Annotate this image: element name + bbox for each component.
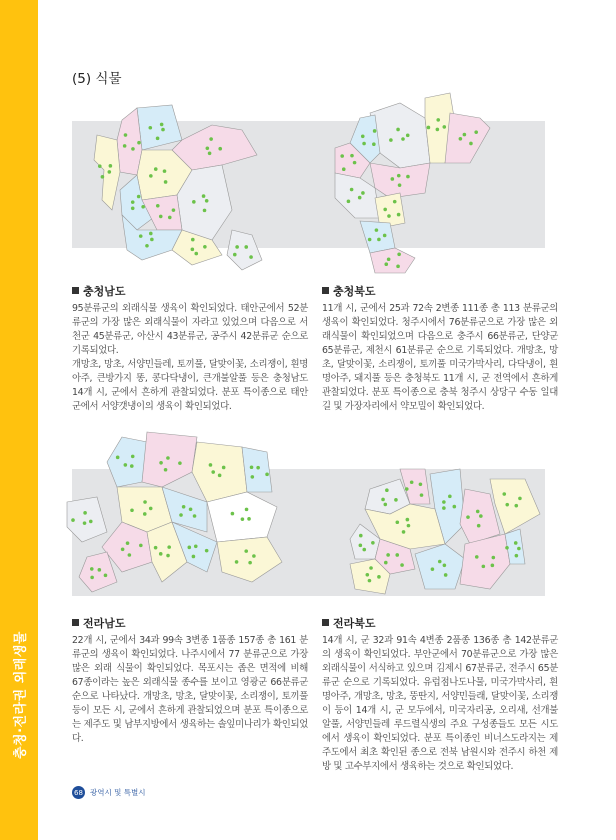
survey-point-marker bbox=[130, 508, 134, 512]
survey-point-marker bbox=[83, 511, 87, 515]
survey-point-marker bbox=[139, 544, 143, 548]
survey-point-marker bbox=[233, 253, 237, 257]
survey-point-marker bbox=[394, 498, 398, 502]
survey-point-marker bbox=[202, 194, 206, 198]
survey-point-marker bbox=[189, 508, 193, 512]
survey-point-marker bbox=[98, 568, 102, 572]
region-heading: 충청남도 bbox=[83, 285, 126, 298]
survey-point-marker bbox=[211, 470, 215, 474]
survey-point-marker bbox=[123, 144, 127, 148]
map-region bbox=[415, 544, 465, 589]
survey-point-marker bbox=[387, 214, 391, 218]
survey-point-marker bbox=[209, 463, 213, 467]
survey-point-marker bbox=[347, 200, 351, 204]
survey-point-marker bbox=[420, 493, 424, 497]
survey-point-marker bbox=[244, 549, 248, 553]
survey-point-marker bbox=[405, 487, 409, 491]
survey-point-marker bbox=[438, 560, 442, 564]
survey-point-marker bbox=[442, 506, 446, 510]
chapter-side-tab bbox=[0, 0, 38, 840]
survey-point-marker bbox=[167, 545, 171, 549]
survey-point-marker bbox=[350, 188, 354, 192]
map-region bbox=[107, 437, 147, 487]
survey-point-marker bbox=[156, 204, 160, 208]
map-region bbox=[370, 103, 430, 168]
survey-point-marker bbox=[205, 549, 209, 553]
survey-point-marker bbox=[410, 480, 414, 484]
map-chungbuk bbox=[330, 93, 500, 273]
survey-point-marker bbox=[172, 208, 176, 212]
survey-point-marker bbox=[482, 565, 486, 569]
survey-point-marker bbox=[442, 125, 446, 129]
survey-point-marker bbox=[366, 573, 370, 577]
survey-point-marker bbox=[396, 128, 400, 132]
page-footer bbox=[72, 786, 145, 799]
survey-point-marker bbox=[517, 547, 521, 551]
survey-point-marker bbox=[71, 518, 75, 522]
survey-point-marker bbox=[109, 164, 113, 168]
survey-point-marker bbox=[381, 498, 385, 502]
map-jeonbuk bbox=[340, 464, 550, 594]
survey-point-marker bbox=[384, 561, 388, 565]
survey-point-marker bbox=[477, 524, 481, 528]
survey-point-marker bbox=[397, 252, 401, 256]
survey-point-marker bbox=[389, 138, 393, 142]
survey-point-marker bbox=[250, 465, 254, 469]
survey-point-marker bbox=[108, 170, 112, 174]
bullet-square-icon bbox=[322, 619, 329, 626]
survey-point-marker bbox=[368, 238, 372, 242]
survey-point-marker bbox=[235, 560, 239, 564]
page-number: 68 bbox=[72, 786, 85, 799]
survey-point-marker bbox=[475, 555, 479, 559]
map-region bbox=[460, 534, 510, 589]
survey-point-marker bbox=[369, 566, 373, 570]
map-region bbox=[217, 537, 282, 582]
survey-point-marker bbox=[362, 548, 366, 552]
bullet-square-icon bbox=[322, 287, 329, 294]
survey-point-marker bbox=[179, 513, 183, 517]
survey-point-marker bbox=[340, 154, 344, 158]
survey-point-marker bbox=[518, 497, 522, 501]
survey-point-marker bbox=[427, 126, 431, 130]
survey-point-marker bbox=[373, 129, 377, 133]
map-region bbox=[227, 230, 262, 270]
map-region bbox=[445, 113, 490, 163]
map-region bbox=[370, 248, 415, 273]
survey-point-marker bbox=[83, 521, 87, 525]
survey-point-marker bbox=[463, 133, 467, 137]
survey-point-marker bbox=[383, 208, 387, 212]
survey-point-marker bbox=[116, 456, 120, 460]
survey-point-marker bbox=[131, 147, 135, 151]
survey-point-marker bbox=[474, 130, 478, 134]
survey-point-marker bbox=[375, 228, 379, 232]
survey-point-marker bbox=[90, 567, 94, 571]
survey-point-marker bbox=[359, 544, 363, 548]
survey-point-marker bbox=[397, 174, 401, 178]
survey-point-marker bbox=[393, 200, 397, 204]
region-heading: 충청북도 bbox=[333, 285, 376, 298]
survey-point-marker bbox=[383, 234, 387, 238]
survey-point-marker bbox=[205, 199, 209, 203]
survey-point-marker bbox=[436, 118, 440, 122]
survey-point-marker bbox=[164, 468, 168, 472]
survey-point-marker bbox=[192, 555, 196, 559]
survey-point-marker bbox=[218, 147, 222, 151]
survey-point-marker bbox=[98, 164, 102, 168]
map-jeonnam bbox=[67, 432, 307, 602]
survey-point-marker bbox=[131, 200, 135, 204]
survey-point-marker bbox=[245, 508, 249, 512]
map-region bbox=[207, 492, 277, 542]
bullet-square-icon bbox=[72, 619, 79, 626]
survey-point-marker bbox=[431, 567, 435, 571]
survey-point-marker bbox=[168, 216, 172, 220]
survey-point-marker bbox=[406, 175, 410, 179]
survey-point-marker bbox=[350, 154, 354, 158]
survey-point-marker bbox=[191, 238, 195, 242]
survey-point-marker bbox=[419, 482, 423, 486]
survey-point-marker bbox=[131, 206, 135, 210]
survey-point-marker bbox=[137, 141, 141, 145]
survey-point-marker bbox=[372, 142, 376, 146]
survey-point-marker bbox=[385, 488, 389, 492]
survey-point-marker bbox=[466, 515, 470, 519]
survey-point-marker bbox=[371, 541, 375, 545]
survey-point-marker bbox=[128, 553, 132, 557]
survey-point-marker bbox=[124, 463, 128, 467]
survey-point-marker bbox=[479, 514, 483, 518]
survey-point-marker bbox=[342, 167, 346, 171]
survey-point-marker bbox=[159, 461, 163, 465]
survey-point-marker bbox=[121, 548, 125, 552]
survey-point-marker bbox=[178, 461, 182, 465]
region-heading: 전라북도 bbox=[333, 617, 376, 630]
survey-point-marker bbox=[156, 137, 160, 141]
survey-point-marker bbox=[256, 466, 260, 470]
survey-point-marker bbox=[406, 134, 410, 138]
survey-point-marker bbox=[491, 564, 495, 568]
survey-point-marker bbox=[124, 133, 128, 137]
survey-point-marker bbox=[191, 248, 195, 252]
region-paragraph: 개망초, 망초, 서양민들레, 토끼풀, 달맞이꽃, 소리쟁이, 흰명아주, 큰방가지 똥, 콩다닥냉이, 큰개불알풀 등은 충청남도 14개 시, 군에서 흔하게 관찰되었다. 분포 특이종으로 태안군에서 서양갯냉이의 생육이 확인되었다. bbox=[72, 359, 308, 412]
survey-point-marker bbox=[406, 518, 410, 522]
survey-point-marker bbox=[361, 134, 365, 138]
survey-point-marker bbox=[514, 504, 518, 508]
survey-point-marker bbox=[252, 554, 256, 558]
survey-point-marker bbox=[361, 191, 365, 195]
survey-point-marker bbox=[139, 234, 143, 238]
survey-point-marker bbox=[145, 244, 149, 248]
survey-point-marker bbox=[443, 563, 447, 567]
survey-point-marker bbox=[395, 553, 399, 557]
survey-point-marker bbox=[160, 123, 164, 127]
survey-point-marker bbox=[161, 128, 165, 132]
survey-point-marker bbox=[235, 245, 239, 249]
map-region bbox=[142, 432, 197, 487]
survey-point-marker bbox=[143, 512, 147, 516]
survey-point-marker bbox=[101, 175, 105, 179]
survey-point-marker bbox=[515, 554, 519, 558]
survey-point-marker bbox=[137, 195, 141, 199]
survey-point-marker bbox=[362, 142, 366, 146]
survey-point-marker bbox=[166, 456, 170, 460]
map-chungnam bbox=[82, 100, 282, 270]
survey-point-marker bbox=[194, 545, 198, 549]
map-region bbox=[242, 447, 272, 492]
survey-point-marker bbox=[159, 215, 163, 219]
survey-point-marker bbox=[209, 137, 213, 141]
survey-point-marker bbox=[265, 473, 269, 477]
survey-point-marker bbox=[444, 573, 448, 577]
region-chungnam bbox=[72, 283, 308, 414]
survey-point-marker bbox=[377, 575, 381, 579]
survey-point-marker bbox=[442, 500, 446, 504]
survey-point-marker bbox=[182, 505, 186, 509]
map-region bbox=[142, 195, 182, 230]
survey-point-marker bbox=[505, 546, 509, 550]
survey-point-marker bbox=[104, 574, 108, 578]
survey-point-marker bbox=[400, 563, 404, 567]
section-title: (5) 식물 bbox=[72, 71, 122, 87]
region-heading: 전라남도 bbox=[83, 617, 126, 630]
region-jeonbuk bbox=[322, 615, 558, 774]
survey-point-marker bbox=[241, 517, 245, 521]
survey-point-marker bbox=[203, 245, 207, 249]
survey-point-marker bbox=[368, 579, 372, 583]
survey-point-marker bbox=[476, 510, 480, 514]
region-paragraph: 22개 시, 군에서 34과 99속 3변종 1품종 157종 총 161 분류군의 생육이 확인되었다. 나주시에서 77 분류군으로 가장 많은 외래 식물이 확인되었다. 목포시는 좁은 면적에 비해 67종이라는 높은 외래식물 종수를 보이고 영광군 66분류군 순으로 나타났다. 개망초, 망초, 달맞이꽃, 소리쟁이, 토끼풀 등이 모든 시, 군에서 흔하게 관찰되었으며 분포 특이종으로는 제주도 및 남부지방에서 생육하는 솔잎미나리가 확인되었다. bbox=[72, 635, 308, 744]
survey-point-marker bbox=[436, 128, 440, 132]
survey-point-marker bbox=[187, 546, 191, 550]
survey-point-marker bbox=[149, 174, 153, 178]
survey-point-marker bbox=[358, 196, 362, 200]
survey-point-marker bbox=[407, 524, 411, 528]
survey-point-marker bbox=[154, 167, 158, 171]
survey-point-marker bbox=[396, 520, 400, 524]
survey-point-marker bbox=[149, 507, 153, 511]
survey-point-marker bbox=[453, 505, 457, 509]
survey-point-marker bbox=[249, 255, 253, 259]
survey-point-marker bbox=[386, 553, 390, 557]
survey-point-marker bbox=[148, 126, 152, 130]
survey-point-marker bbox=[194, 252, 198, 256]
survey-point-marker bbox=[505, 503, 509, 507]
survey-point-marker bbox=[359, 534, 363, 538]
survey-point-marker bbox=[150, 238, 154, 242]
map-region bbox=[192, 442, 247, 502]
footer-text: 광역시 및 특별시 bbox=[90, 788, 146, 797]
survey-point-marker bbox=[164, 180, 168, 184]
region-jeonnam bbox=[72, 615, 308, 746]
survey-point-marker bbox=[141, 205, 145, 209]
survey-point-marker bbox=[131, 455, 135, 459]
region-chungbuk bbox=[322, 283, 558, 414]
survey-point-marker bbox=[492, 556, 496, 560]
survey-point-marker bbox=[448, 495, 452, 499]
survey-point-marker bbox=[459, 137, 463, 141]
survey-point-marker bbox=[244, 245, 248, 249]
survey-point-marker bbox=[154, 546, 158, 550]
survey-point-marker bbox=[384, 262, 388, 266]
survey-point-marker bbox=[126, 541, 130, 545]
survey-point-marker bbox=[231, 512, 235, 516]
survey-point-marker bbox=[247, 517, 251, 521]
survey-point-marker bbox=[396, 265, 400, 269]
region-paragraph: 95분류군의 외래식물 생육이 확인되었다. 태안군에서 52분류군의 가장 많은 외래식물이 자라고 있었으며 다음으로 서천군 45분류군, 아산시 43분류군, 공주시 42분류군 순으로 기록되었다. bbox=[72, 303, 308, 356]
survey-point-marker bbox=[218, 474, 222, 478]
chapter-label: 충청·전라권 외래생물 bbox=[13, 631, 29, 759]
survey-point-marker bbox=[377, 238, 381, 242]
survey-point-marker bbox=[383, 503, 387, 507]
survey-point-marker bbox=[143, 500, 147, 504]
survey-point-marker bbox=[90, 576, 94, 580]
survey-point-marker bbox=[398, 183, 402, 187]
survey-point-marker bbox=[163, 169, 167, 173]
bullet-square-icon bbox=[72, 287, 79, 294]
survey-point-marker bbox=[149, 232, 153, 236]
survey-point-marker bbox=[397, 213, 401, 217]
survey-point-marker bbox=[192, 200, 196, 204]
region-paragraph: 14개 시, 군 32과 91속 4변종 2품종 136종 총 142분류군의 생육이 확인되었다. 부안군에서 70분류군으로 가장 많은 외래식물이 서식하고 있으며 김제시 67분류군, 전주시 65분류군 순으로 기록되었다. 유럽점나도나물, 미국가막사리, 흰명아주, 개망초, 망초, 뚱딴지, 서양민들래, 달맞이꽃, 소리쟁이 등이 14개 시, 군 모두에서, 미국자리공, 오리새, 선개불알풀, 서양민들레 루드렬식생의 주요 구성종들도 모든 시도에서 생육이 확인되었다. 분포 특이종인 비너스도라지는 제주도에서 최초 확인된 종으로 전북 남원시와 전주시 하천 제방 및 고수부지에서 생육하는 것으로 확인되었다. bbox=[322, 635, 558, 772]
survey-point-marker bbox=[402, 530, 406, 534]
survey-point-marker bbox=[166, 554, 170, 558]
survey-point-marker bbox=[208, 151, 212, 155]
survey-point-marker bbox=[251, 475, 255, 479]
survey-point-marker bbox=[206, 147, 210, 151]
survey-point-marker bbox=[391, 177, 395, 181]
survey-point-marker bbox=[387, 257, 391, 261]
region-paragraph: 11개 시, 군에서 25과 72속 2변종 111종 총 113 분류군의 생육이 확인되었다. 청주시에서 76분류군으로 가장 많은 외래식물이 확인되었으며 다음으로 충주시 66분류군, 단양군 65분류군, 제천시 61분류군 순으로 기록되었다. 개망초, 망초, 달맞이꽃, 소리쟁이, 토끼풀 미국가막사리, 다닥냉이, 흰명아주, 돼지풀 등은 충청북도 11개 시, 군 전역에서 흔하게 관찰되었다. 분포 특이종으로 충북 청주시 상당구 수동 일대 길 및 가장자리에서 약모밀이 확인되었다. bbox=[322, 303, 558, 412]
survey-point-marker bbox=[401, 137, 405, 141]
survey-point-marker bbox=[193, 514, 197, 518]
survey-point-marker bbox=[159, 552, 163, 556]
map-region bbox=[360, 221, 395, 253]
survey-point-marker bbox=[222, 466, 226, 470]
survey-point-marker bbox=[130, 464, 134, 468]
map-region bbox=[94, 135, 120, 210]
map-region bbox=[137, 105, 182, 150]
survey-point-marker bbox=[469, 142, 473, 146]
survey-point-marker bbox=[353, 161, 357, 165]
survey-point-marker bbox=[502, 492, 506, 496]
survey-point-marker bbox=[514, 541, 518, 545]
survey-point-marker bbox=[203, 209, 207, 213]
survey-point-marker bbox=[248, 561, 252, 565]
survey-point-marker bbox=[89, 520, 93, 524]
